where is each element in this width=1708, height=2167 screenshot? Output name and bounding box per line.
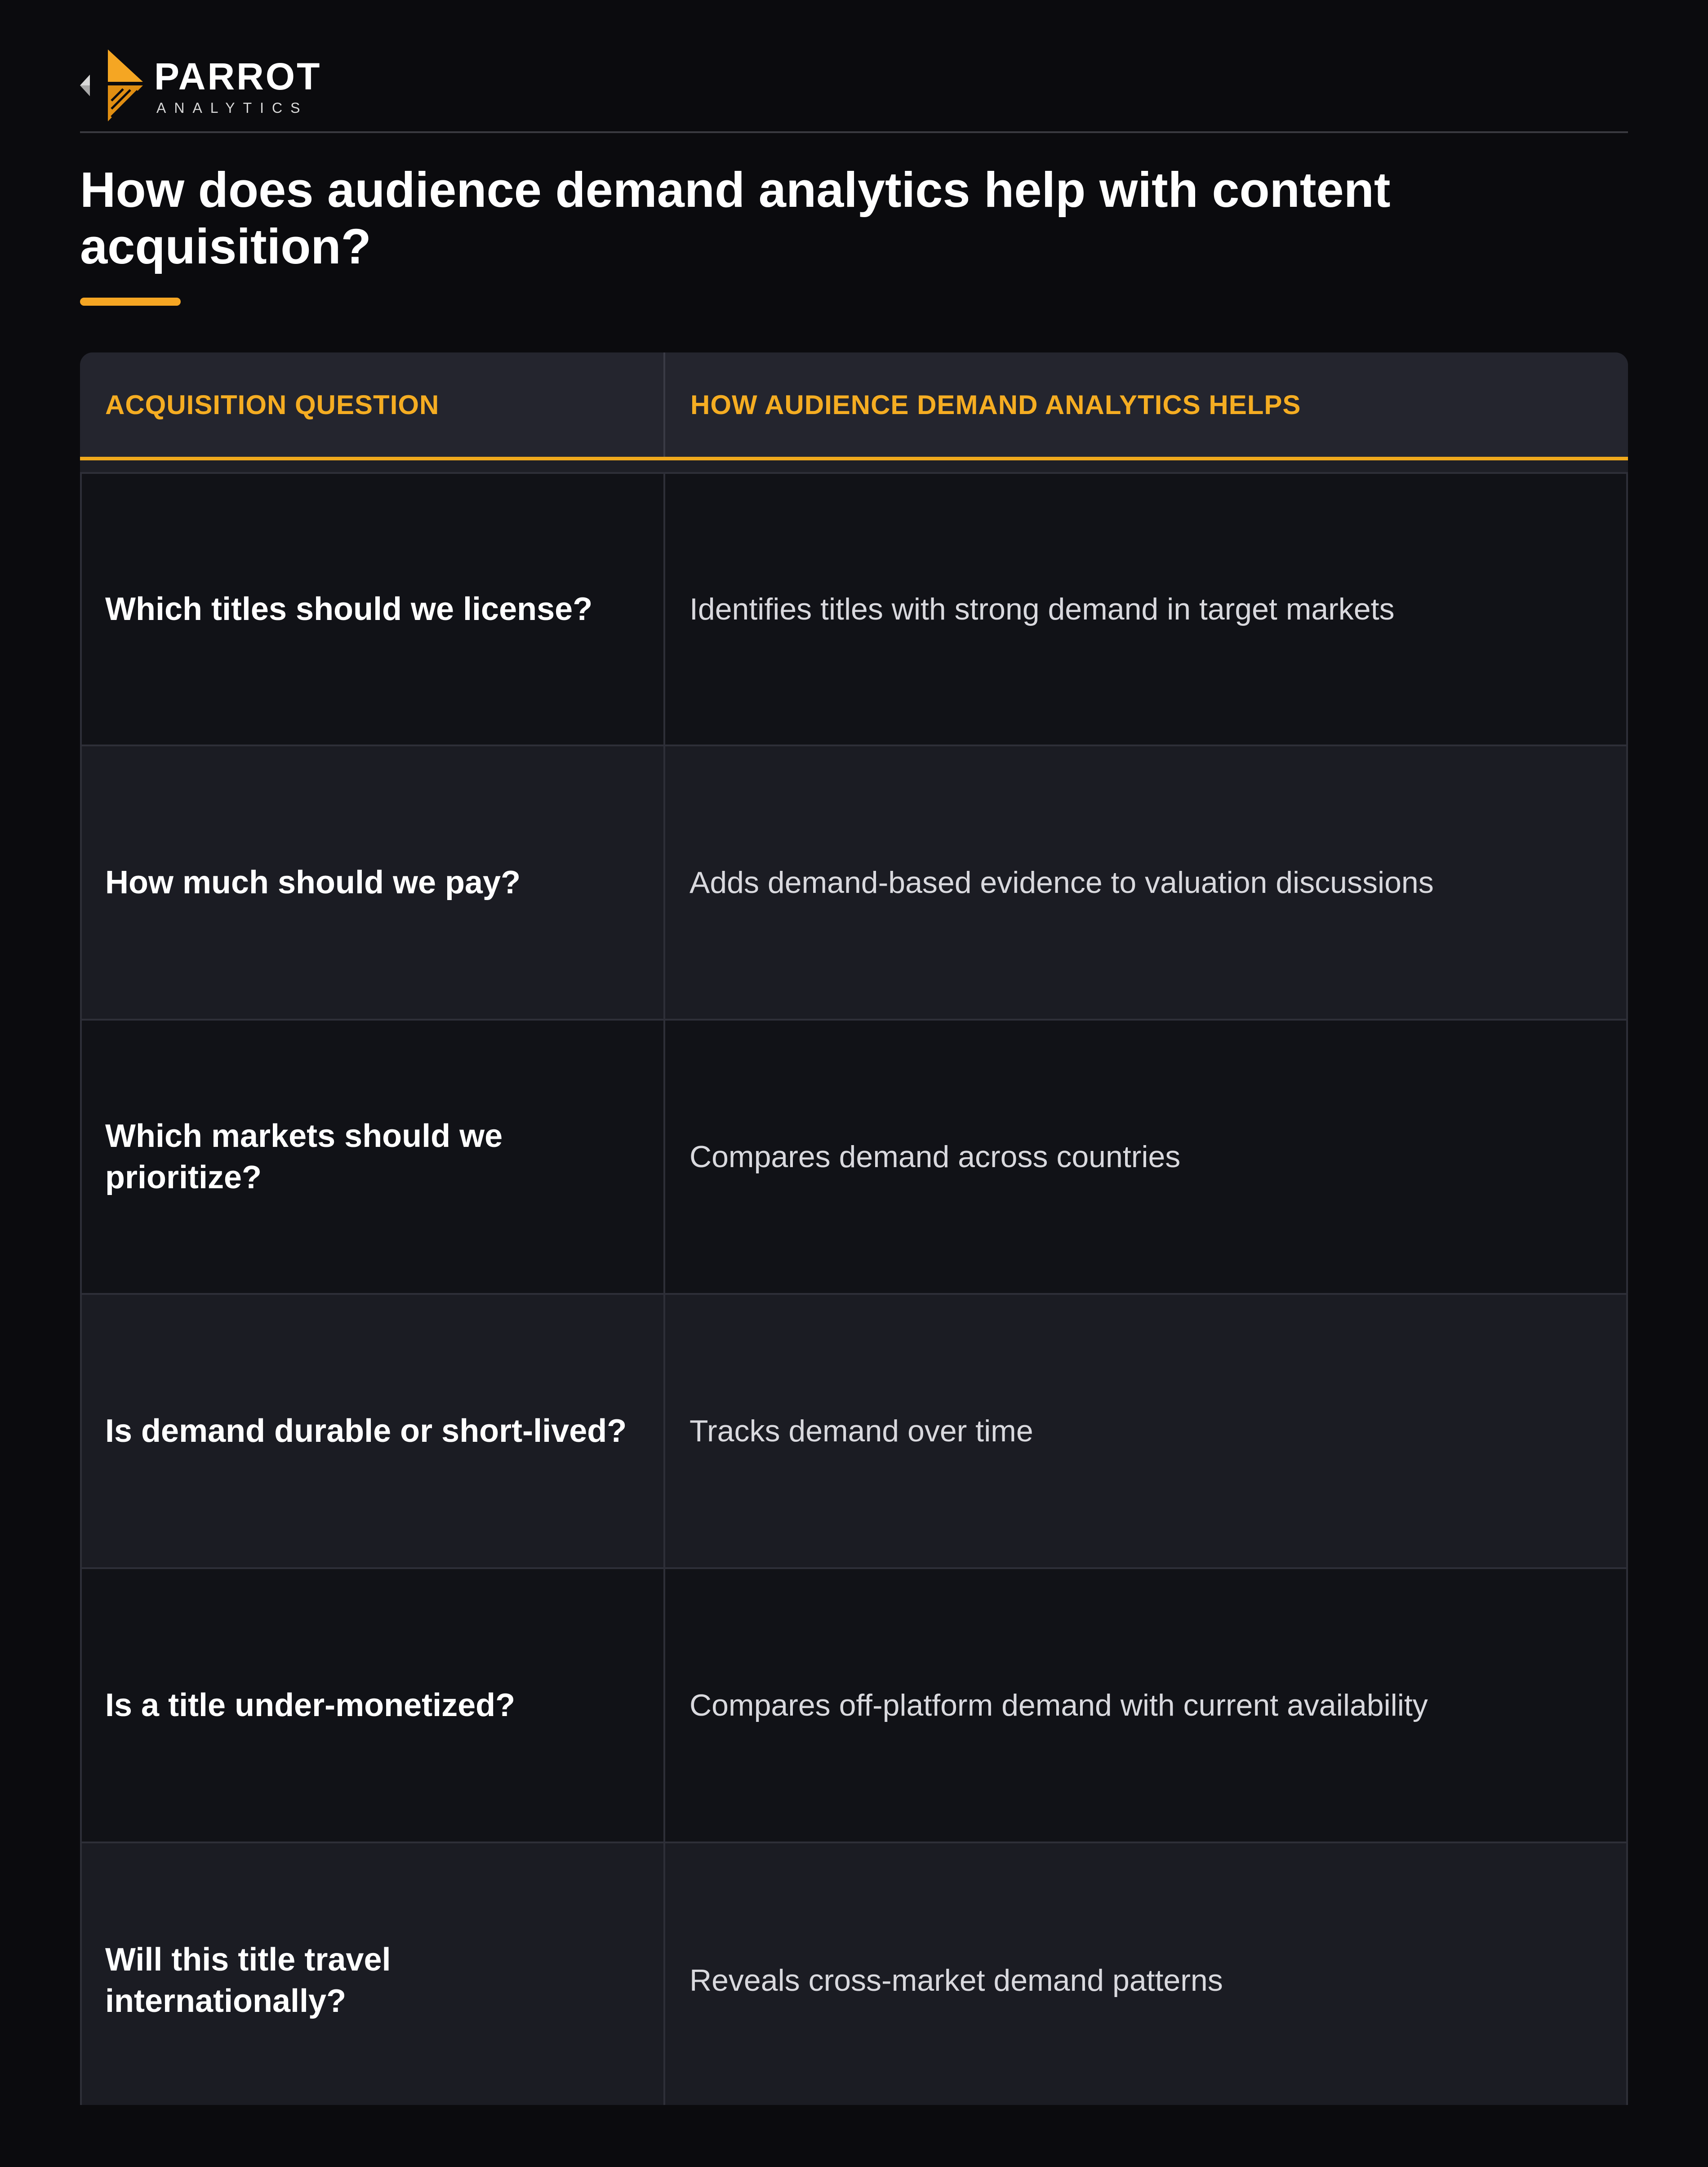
header-gap [80,460,1628,472]
answer-cell: Compares off-platform demand with current availability [689,1688,1428,1722]
table-header [80,352,1628,459]
column-divider [663,1021,665,1293]
table-body [80,472,1628,2105]
answer-cell: Identifies titles with strong demand in target markets [689,592,1395,626]
question-cell: Is a title under-monetized? [105,1687,516,1723]
page-title: How does audience demand analytics help with content acquisition? [80,162,1391,274]
brand-subtitle: ANALYTICS [156,100,308,116]
question-cell: How much should we pay? [105,865,521,901]
header-underline [80,457,1628,460]
table-row [80,1843,1628,2105]
answer-cell: Tracks demand over time [689,1414,1033,1448]
parrot-logo-mark-icon [80,49,147,121]
header-divider [80,131,1628,133]
parrot-analytics-logo [80,45,322,121]
column-divider [663,1843,665,2105]
column-header-answer: HOW AUDIENCE DEMAND ANALYTICS HELPS [690,389,1301,420]
column-divider [663,746,665,1019]
question-cell: Which titles should we license? [105,591,593,627]
answer-cell: Compares demand across countries [689,1140,1181,1174]
question-cell: Is demand durable or short-lived? [105,1413,627,1449]
title-accent-bar [80,298,181,306]
table-row [80,1021,1628,1295]
answer-cell: Adds demand-based evidence to valuation discussions [689,865,1434,900]
column-divider [663,1295,665,1567]
table-row [80,472,1628,746]
question-cell: Will this title travel internationally? [105,1942,391,2019]
question-cell: Which markets should we prioritize? [105,1118,503,1195]
column-divider [663,1569,665,1842]
answer-cell: Reveals cross-market demand patterns [689,1963,1223,1998]
column-header-question: ACQUISITION QUESTION [105,389,440,420]
table-row [80,1295,1628,1569]
table-row [80,746,1628,1021]
acquisition-table [80,352,1628,2105]
header [80,45,1628,131]
brand-name: PARROT [154,55,322,98]
table-row [80,1569,1628,1843]
column-divider [663,474,665,745]
